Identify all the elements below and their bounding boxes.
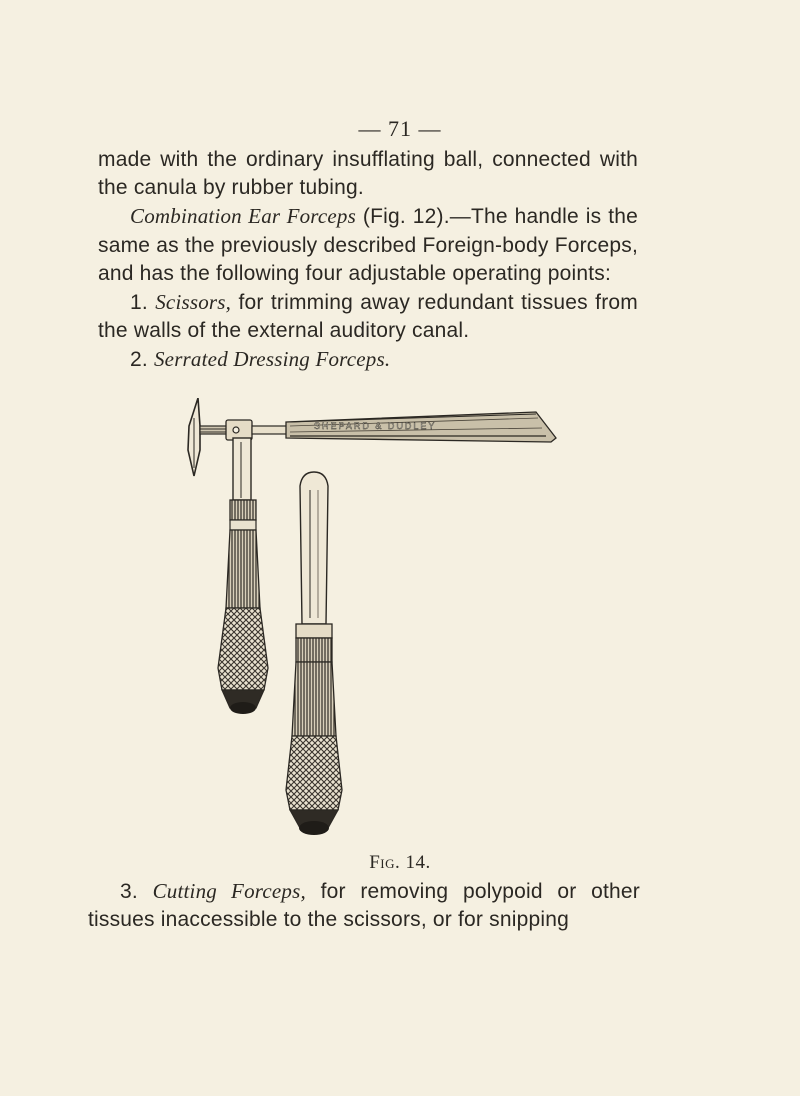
list-number-2: 2. <box>130 348 148 372</box>
heading-combination-ear-forceps: Combination Ear Forceps <box>130 204 357 229</box>
handle-left <box>218 438 268 714</box>
list-item-cutting <box>88 877 640 934</box>
list-title-cutting: Cutting Forceps, <box>152 879 306 903</box>
list-item-serrated <box>98 345 638 374</box>
list-text-scissors: for trimming away redundant tissues from the walls of the external auditory canal. <box>98 291 638 343</box>
handle-right <box>286 472 342 835</box>
paragraph-combination-text: (Fig. 12).—The handle is the same as the previously described Foreign-body Forceps, and has the following four adjustable operating points: <box>98 205 639 285</box>
figure-caption: Fig. 14. <box>369 852 431 873</box>
list-title-scissors: Scissors, <box>155 290 232 315</box>
page-number: — 71 — <box>358 116 442 141</box>
list-item-scissors <box>98 288 638 345</box>
list-text-cutting: for removing polypoid or other tissues inaccessible to the scissors, or for snipping <box>88 880 640 932</box>
body-text-bottom <box>88 877 640 934</box>
paragraph-combination-ear-forceps <box>98 202 638 288</box>
maker-engraving: SHEPARD & DUDLEY <box>314 421 437 431</box>
list-number-3: 3. <box>120 880 138 903</box>
body-text-top <box>98 146 638 375</box>
instrument-tip <box>188 398 200 476</box>
list-title-serrated: Serrated Dressing Forceps. <box>153 347 391 372</box>
paragraph-insufflating: made with the ordinary insufflating ball, connected with the canula by rubber tubing. <box>98 148 638 200</box>
instrument-blade <box>286 412 556 442</box>
list-number-1: 1. <box>130 291 148 315</box>
forceps-illustration <box>186 398 566 838</box>
